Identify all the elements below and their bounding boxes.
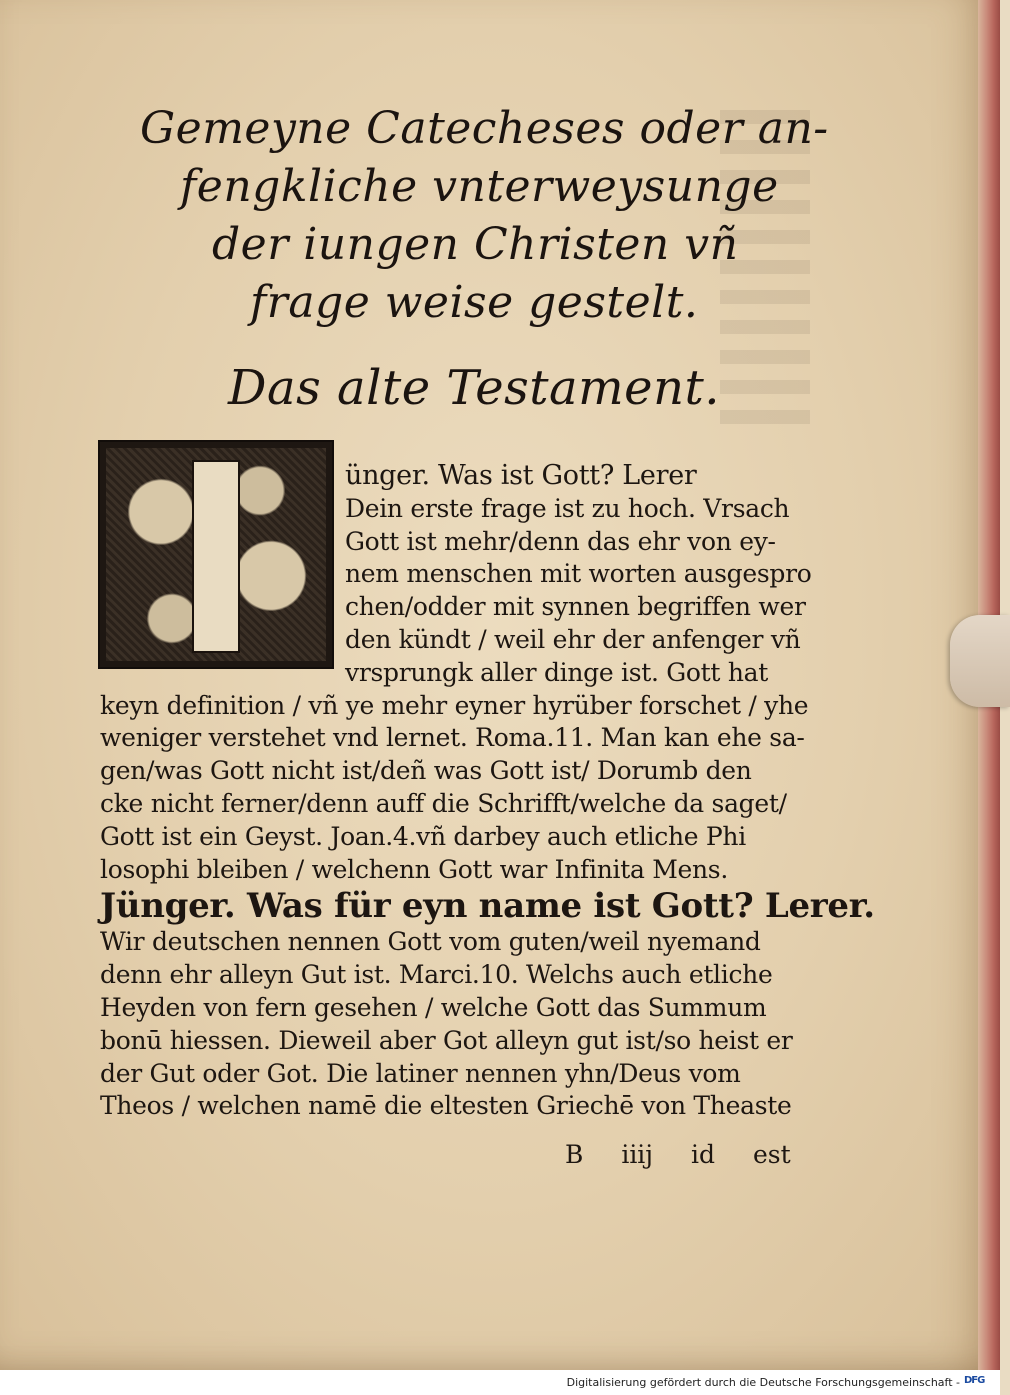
footer-bar bbox=[0, 1370, 1000, 1395]
page-title bbox=[140, 100, 829, 332]
text-line: Theos / welchen namē die eltesten Griechē von Theaste bbox=[100, 1091, 792, 1121]
text-line: chen/odder mit synnen begriffen wer bbox=[345, 592, 806, 622]
text-line: Gott ist mehr/denn das ehr von ey- bbox=[345, 526, 776, 556]
text-line: gen/was Gott nicht ist/deñ was Gott ist/ Dorumb den bbox=[100, 756, 752, 786]
text-line: Gott ist ein Geyst. Joan.4.vñ darbey auch etliche Phi bbox=[100, 821, 746, 851]
text-line: losophi bleiben / welchenn Gott war Infinita Mens. bbox=[100, 854, 728, 884]
section-heading: Das alte Testament. bbox=[228, 360, 721, 416]
text-line: weniger verstehet vnd lernet. Roma.11. Man kan ehe sa- bbox=[100, 723, 805, 753]
text-line: vrsprungk aller dinge ist. Gott hat bbox=[345, 657, 768, 687]
dfg-logo: DFG bbox=[964, 1375, 985, 1386]
text-line: Dein erste frage ist zu hoch. Vrsach bbox=[345, 493, 790, 523]
title-line: fengkliche vnterweysunge bbox=[180, 161, 779, 212]
clasp-tab bbox=[950, 615, 1010, 707]
body-text bbox=[100, 460, 875, 1123]
text-line: cke nicht ferner/denn auff die Schrifft/welche da saget/ bbox=[100, 788, 787, 818]
signature-catchword: B iiij id est bbox=[565, 1140, 791, 1169]
text-line: Heyden von fern gesehen / welche Gott das Summum bbox=[100, 992, 767, 1022]
title-line: frage weise gestelt. bbox=[250, 277, 699, 328]
funding-notice: Digitalisierung gefördert durch die Deutsche Forschungsgemeinschaft - bbox=[566, 1376, 960, 1389]
text-line: Wir deutschen nennen Gott vom guten/weil nyemand bbox=[100, 927, 761, 957]
title-line: der iungen Christen vñ bbox=[212, 219, 739, 270]
text-line: der Gut oder Got. Die latiner nennen yhn/Deus vom bbox=[100, 1058, 741, 1088]
text-line: keyn definition / vñ ye mehr eyner hyrüber forschet / yhe bbox=[100, 690, 809, 720]
text-line: nem menschen mit worten ausgespro bbox=[345, 559, 812, 589]
title-line: Gemeyne Catecheses oder an- bbox=[140, 103, 829, 154]
text-line: bonū hiessen. Dieweil aber Got alleyn gut ist/so heist er bbox=[100, 1025, 793, 1055]
text-line: ünger. Was ist Gott? Lerer bbox=[345, 460, 697, 491]
junger-question-line: Jünger. Was für eyn name ist Gott? Lerer. bbox=[100, 886, 875, 927]
text-line: den kündt / weil ehr der anfenger vñ bbox=[345, 624, 801, 654]
text-line: denn ehr alleyn Gut ist. Marci.10. Welchs auch etliche bbox=[100, 960, 773, 990]
